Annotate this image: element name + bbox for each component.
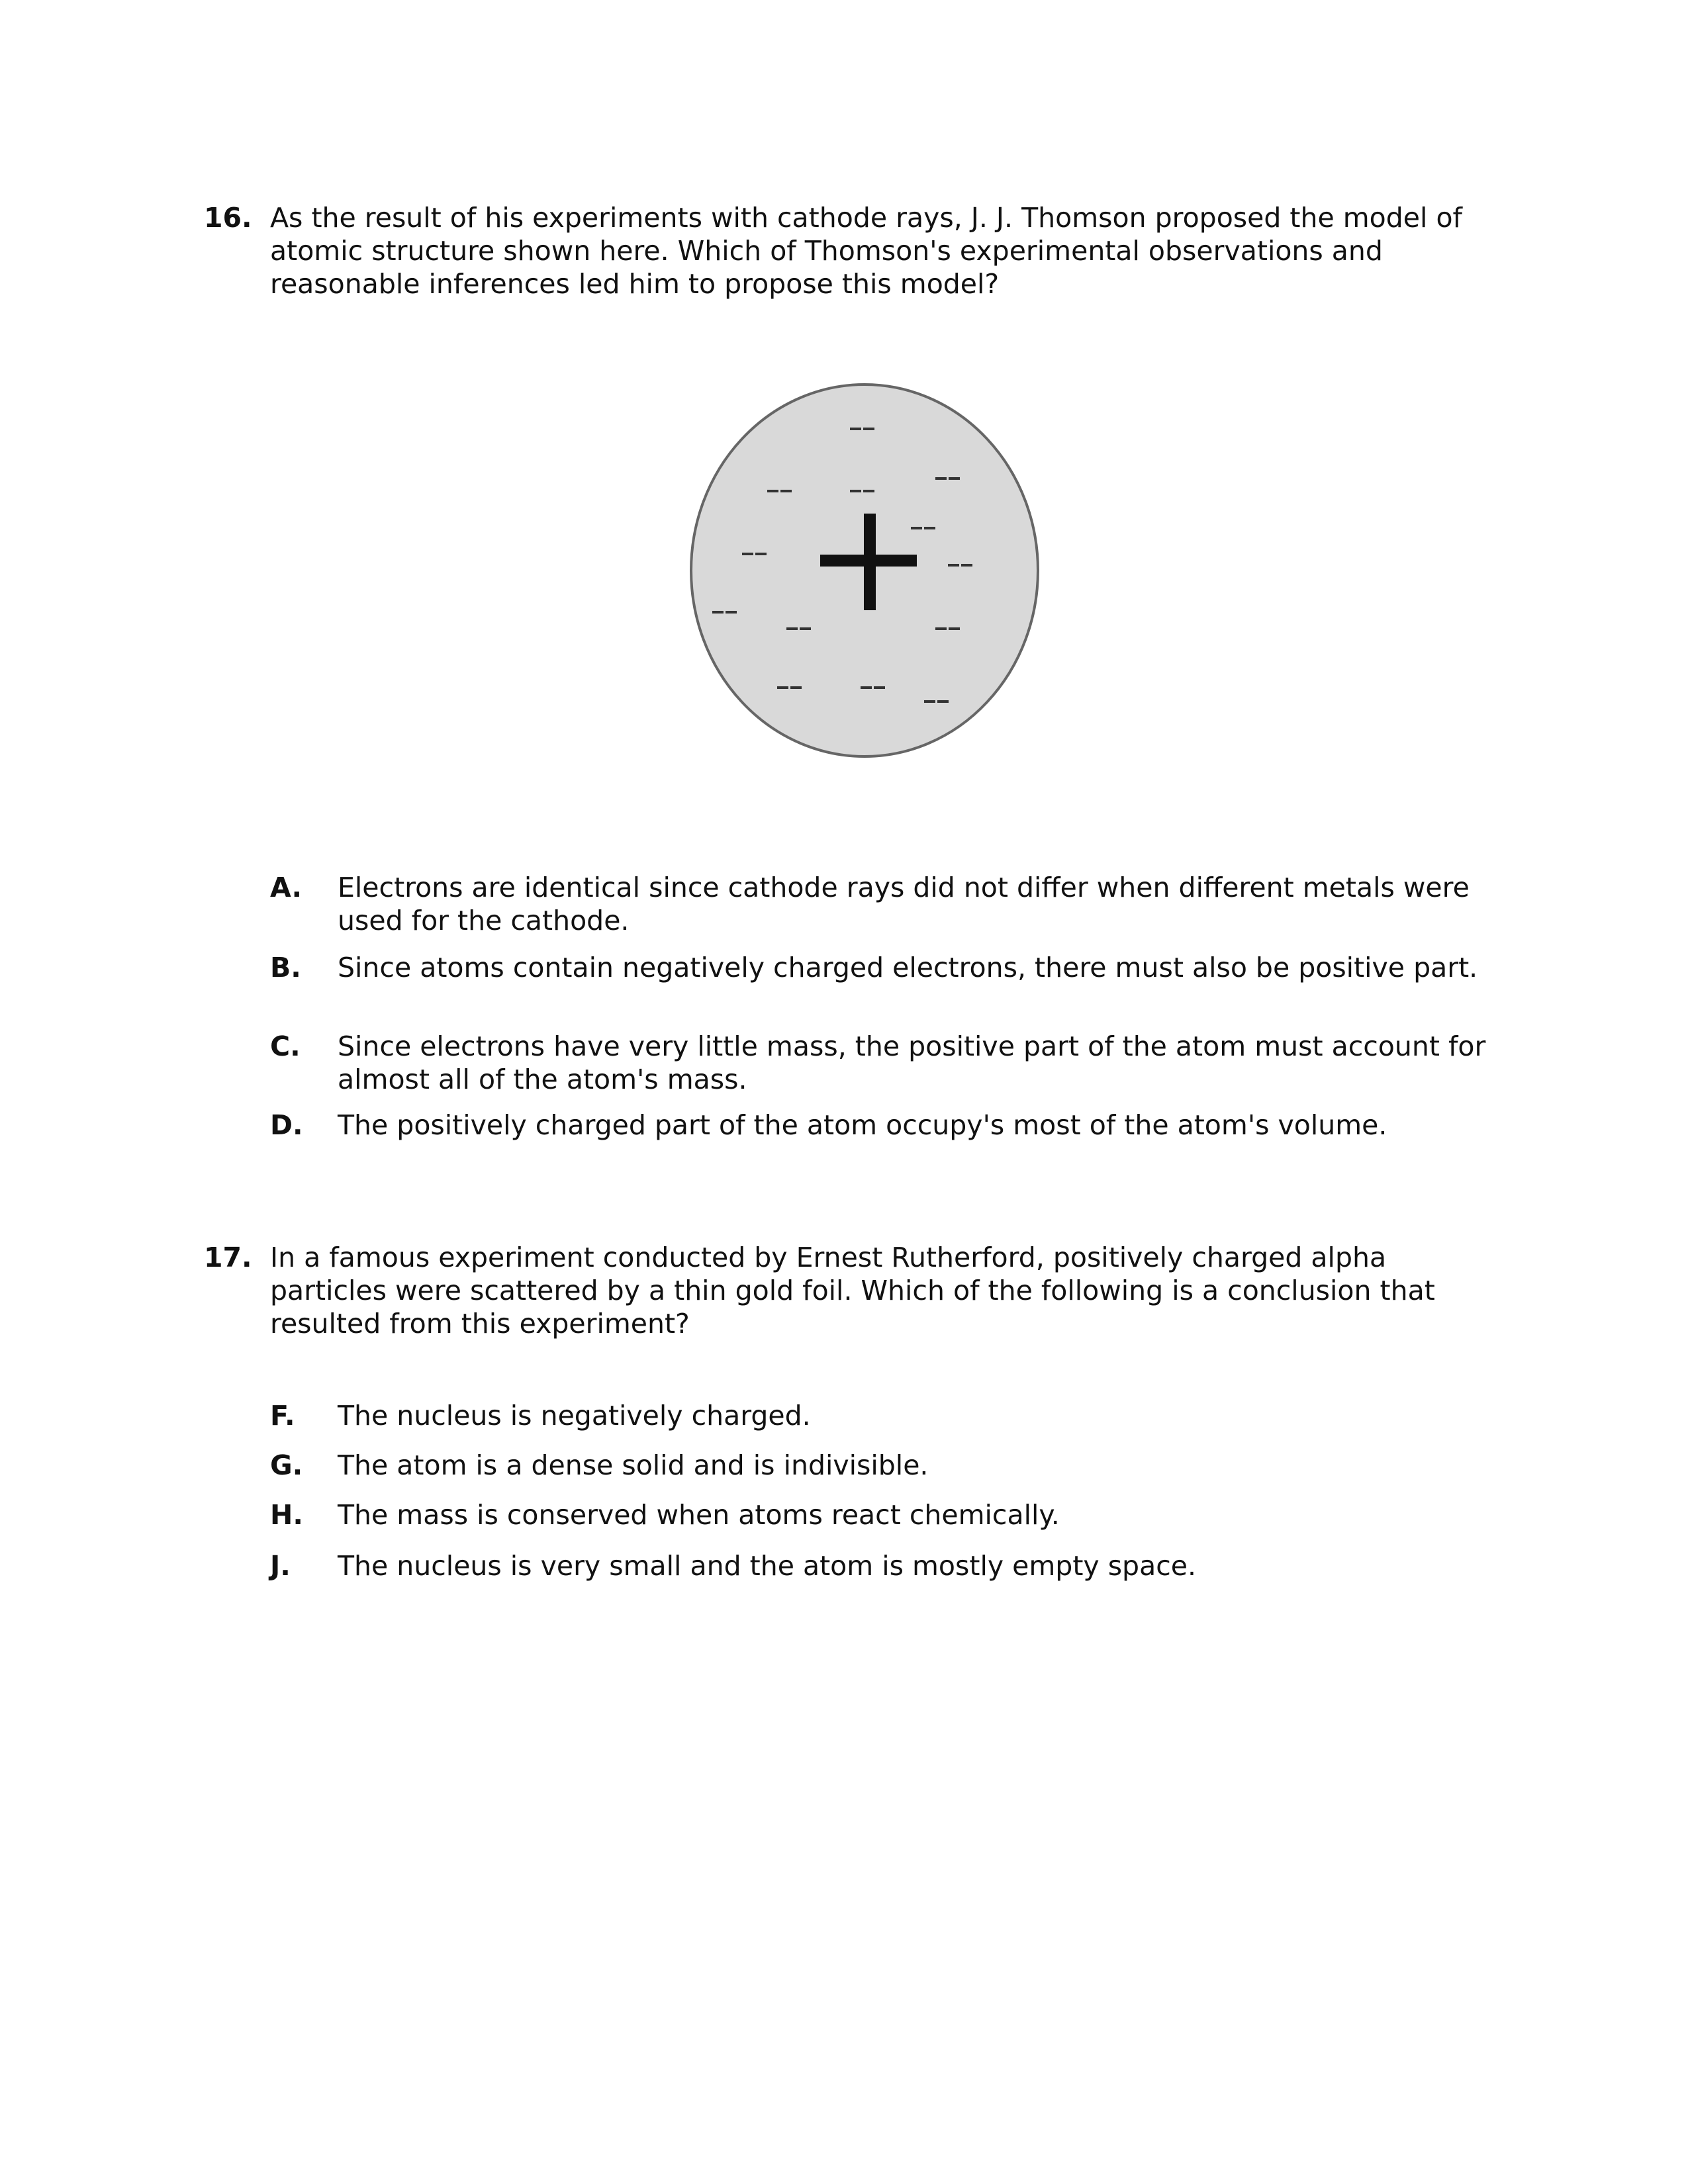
choice-text: The nucleus is negatively charged. bbox=[338, 1400, 811, 1432]
choice-text: The mass is conserved when atoms react chemically. bbox=[338, 1499, 1060, 1531]
choice-letter: D. bbox=[270, 1109, 303, 1141]
question-number: 17. bbox=[204, 1242, 252, 1273]
question-text: In a famous experiment conducted by Ernest Rutherford, positively charged alpha particles were scattered by a thin gold foil. Which of the following is a conclusion that resulted from this experiment? bbox=[270, 1242, 1435, 1340]
choice-text: The atom is a dense solid and is indivisible. bbox=[338, 1449, 929, 1481]
choice-letter: H. bbox=[270, 1499, 303, 1531]
question-text: As the result of his experiments with cathode rays, J. J. Thomson proposed the model of atomic structure shown here. Which of Thomson's experimental observations and reasonable inferences led him to propose this model? bbox=[270, 202, 1462, 300]
choice-letter: C. bbox=[270, 1030, 301, 1062]
choice-text: Since electrons have very little mass, the positive part of the atom must account for almost all of the atom's mass. bbox=[338, 1030, 1486, 1095]
choice-text: The positively charged part of the atom occupy's most of the atom's volume. bbox=[338, 1109, 1387, 1141]
question-number: 16. bbox=[204, 202, 252, 234]
choice-letter: F. bbox=[270, 1400, 295, 1432]
choice-text: Electrons are identical since cathode rays did not differ when different metals were used for the cathode. bbox=[338, 872, 1470, 936]
choice-letter: A. bbox=[270, 872, 303, 903]
choice-text: Since atoms contain negatively charged electrons, there must also be positive part. bbox=[338, 952, 1478, 983]
choice-letter: B. bbox=[270, 952, 301, 983]
choice-letter: J. bbox=[270, 1550, 291, 1582]
choice-letter: G. bbox=[270, 1449, 303, 1481]
choice-text: The nucleus is very small and the atom is mostly empty space. bbox=[338, 1550, 1197, 1582]
thomson-atom-model-diagram bbox=[682, 377, 1053, 774]
